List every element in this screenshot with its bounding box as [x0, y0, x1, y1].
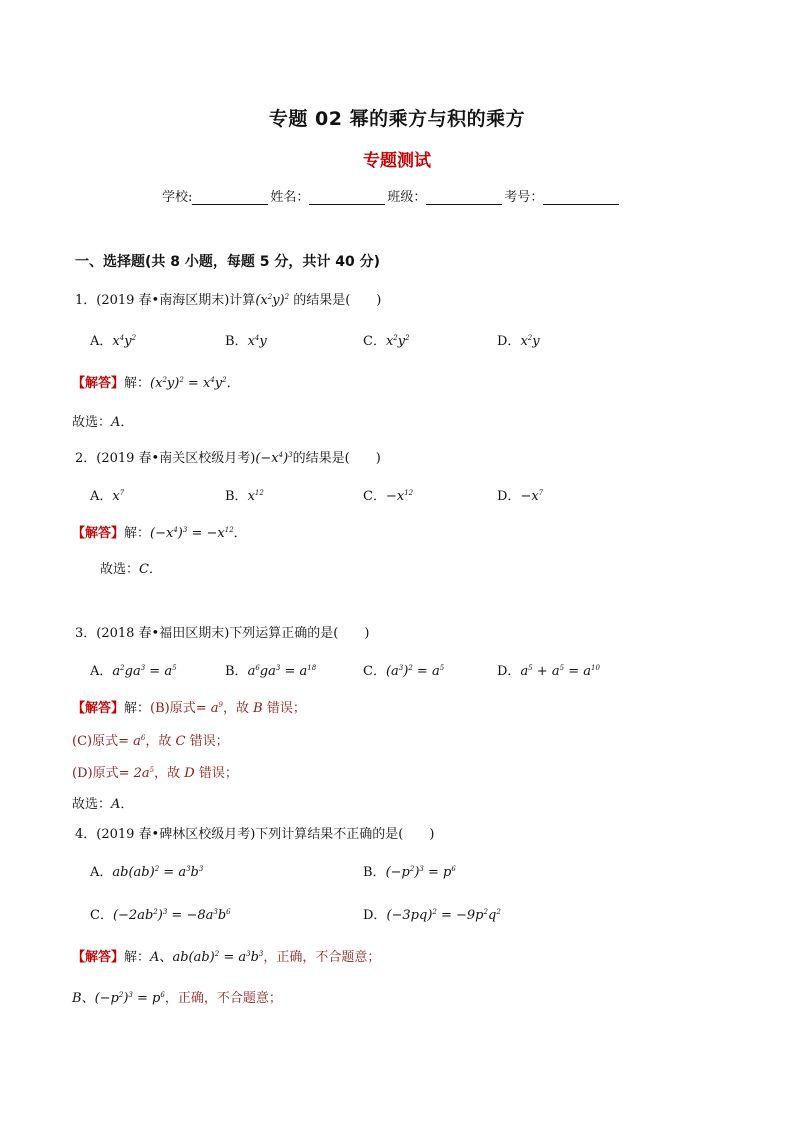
q2-option-c: C．$-x^{12}$: [363, 489, 414, 504]
page-subtitle: 专题测试: [363, 151, 431, 171]
q3-answer-c: (C)原式= $a^6$，故 C 错误；: [72, 734, 229, 749]
q4-answer-b: B、$(-p^2)^3 = p^6$，正确，不合题意；: [72, 991, 282, 1006]
exam-no-label: 考号：: [504, 190, 544, 205]
q3-answer-d: (D)原式= $2a^5$，故 D 错误；: [72, 766, 238, 781]
q3-option-c: C．$(a^3)^2 = a^5$: [363, 664, 445, 679]
school-blank: [192, 191, 268, 205]
q3-answer-b: 【解答】解：(B)原式= $a^9$，故 B 错误；: [72, 701, 306, 716]
name-label: 姓名：: [270, 190, 310, 205]
q3-option-b: B．$a^6ga^3 = a^{18}$: [225, 664, 317, 679]
q4-answer-a: 【解答】解：A、$ab(ab)^2 = a^3b^3$，正确，不合题意；: [72, 950, 381, 965]
q4-option-a: A．$ab(ab)^2 = a^3b^3$: [90, 865, 204, 880]
q4-option-b: B．$(-p^2)^3 = p^6$: [363, 865, 456, 880]
section-heading: 一、选择题(共 8 小题，每题 5 分，共计 40 分): [75, 254, 381, 270]
q1-choice: 故选：A．: [72, 415, 134, 430]
q2-option-b: B．$x^{12}$: [225, 489, 264, 504]
q3-choice: 故选：A．: [72, 797, 134, 812]
exam-no-blank: [543, 191, 619, 205]
q4-option-c: C．$(-2ab^2)^3 = -8a^3b^6$: [90, 908, 231, 923]
q1-option-d: D．$x^2y$: [497, 334, 540, 349]
question-1-stem: 1．(2019 春•南海区期末)计算$(x^2y)^2$ 的结果是( ): [75, 293, 382, 308]
school-label: 学校:: [162, 190, 193, 205]
question-2-stem: 2．(2019 春•南关区校级月考)$(-x^4)^3$的结果是( ): [75, 451, 381, 466]
q2-option-d: D．$-x^7$: [497, 489, 544, 504]
q3-option-a: A．$a^2ga^3 = a^5$: [90, 664, 177, 679]
q2-choice: 故选：C．: [100, 562, 162, 577]
q4-option-d: D．$(-3pq)^2 = -9p^2q^2$: [363, 908, 501, 923]
q1-option-a: A．$x^4y^2$: [90, 334, 137, 349]
q3-option-d: D．$a^5 + a^5 = a^{10}$: [497, 664, 600, 679]
class-blank: [426, 191, 502, 205]
name-blank: [309, 191, 385, 205]
student-info-row: [162, 186, 621, 205]
q1-option-b: B．$x^4y$: [225, 334, 267, 349]
q2-option-a: A．$x^7$: [90, 489, 125, 504]
question-3-stem: 3．(2018 春•福田区期末)下列运算正确的是( ): [75, 626, 370, 641]
q2-answer: 【解答】解：$(-x^4)^3 = -x^{12}$．: [72, 526, 247, 541]
class-label: 班级：: [387, 190, 427, 205]
q1-option-c: C．$x^2y^2$: [363, 334, 410, 349]
question-4-stem: 4．(2019 春•碑林区校级月考)下列计算结果不正确的是( ): [75, 827, 435, 842]
page-title: 专题 02 幂的乘方与积的乘方: [268, 108, 526, 130]
q1-answer: 【解答】解：$(x^2y)^2 = x^4y^2$．: [72, 376, 240, 391]
